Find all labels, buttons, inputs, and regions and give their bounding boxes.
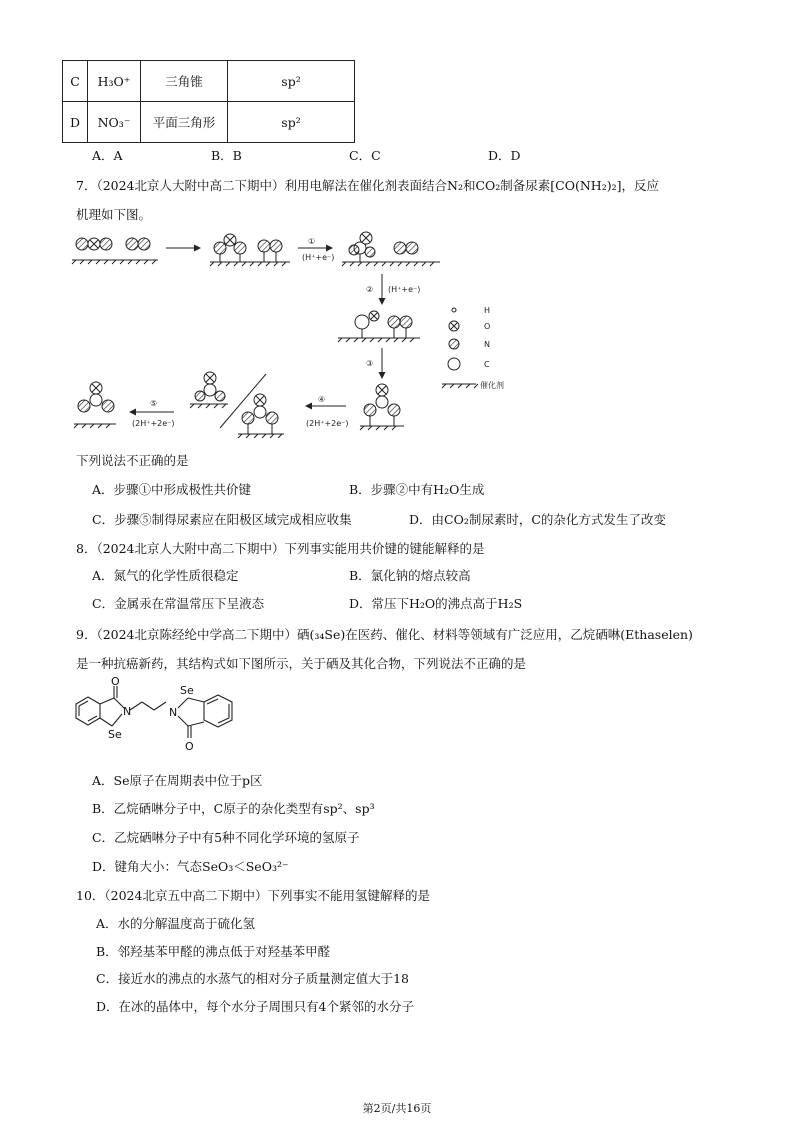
legend-c: C xyxy=(484,360,490,369)
q9-option-d: D．键角大小：气态SeO₃＜SeO₃²⁻ xyxy=(92,859,289,874)
q8-option-c: C．金属汞在常温常压下呈液态 xyxy=(92,596,265,611)
q9-option-c: C．乙烷硒啉分子中有5种不同化学环境的氢原子 xyxy=(92,830,360,845)
atom-n-1: N xyxy=(123,705,132,718)
atom-o-2: O xyxy=(185,740,194,753)
atom-n-2: N xyxy=(169,706,178,719)
table-cell: D xyxy=(63,102,88,143)
step1-condition: (H⁺+e⁻) xyxy=(302,253,335,262)
q6-option-b: B．B xyxy=(211,148,242,163)
q6-option-d: D．D xyxy=(488,148,521,163)
step5-condition: (2H⁺+2e⁻) xyxy=(132,419,175,428)
q10-option-d: D．在冰的晶体中，每个水分子周围只有4个紧邻的水分子 xyxy=(96,999,414,1014)
step1-label: ① xyxy=(308,237,316,246)
step4-label: ④ xyxy=(318,395,326,404)
atom-se-2: Se xyxy=(180,684,194,697)
q7-option-c: C．步骤⑤制得尿素应在阳极区域完成相应收集 xyxy=(92,512,352,527)
table-row xyxy=(63,61,355,102)
q8-option-a: A．氮气的化学性质很稳定 xyxy=(92,568,239,583)
q7-option-d: D．由CO₂制尿素时，C的杂化方式发生了改变 xyxy=(409,512,666,527)
q9-stem-2: 是一种抗癌新药，其结构式如下图所示，关于硒及其化合物，下列说法不正确的是 xyxy=(76,656,527,671)
step2-condition: (H⁺+e⁻) xyxy=(388,285,421,294)
q9-stem: 9．（2024北京陈经纶中学高二下期中）硒(₃₄Se)在医药、催化、材料等领域有广泛应用，乙烷硒啉(Ethaselen) xyxy=(76,627,693,642)
q7-option-b: B．步骤②中有H₂O生成 xyxy=(349,482,485,497)
legend-catalyst: 催化剂 xyxy=(480,381,504,390)
step5-label: ⑤ xyxy=(150,399,158,408)
table-cell: 三角锥 xyxy=(141,61,228,102)
table-cell: sp² xyxy=(228,61,355,102)
table-cell: H₃O⁺ xyxy=(88,61,141,102)
table-cell: C xyxy=(63,61,88,102)
atom-se-1: Se xyxy=(108,728,122,741)
table-cell: 平面三角形 xyxy=(141,102,228,143)
mechanism-diagram xyxy=(70,228,540,440)
legend-h: H xyxy=(484,306,491,315)
q7-option-a: A．步骤①中形成极性共价键 xyxy=(92,482,252,497)
option-table xyxy=(62,60,355,143)
table-row xyxy=(63,102,355,143)
q10-option-a: A．水的分解温度高于硫化氢 xyxy=(96,916,256,931)
ethaselen-structure xyxy=(70,676,250,756)
q10-option-c: C．接近水的沸点的水蒸气的相对分子质量测定值大于18 xyxy=(96,971,409,986)
page-footer: 第2页/共16页 xyxy=(362,1102,432,1115)
table-cell: NO₃⁻ xyxy=(88,102,141,143)
q7-stem-2: 机理如下图。 xyxy=(76,207,152,222)
q8-option-b: B．氯化钠的熔点较高 xyxy=(349,568,471,583)
q6-option-a: A．A xyxy=(92,148,123,163)
q7-ask: 下列说法不正确的是 xyxy=(76,453,189,468)
q10-stem: 10．（2024北京五中高二下期中）下列事实不能用氢键解释的是 xyxy=(76,888,430,903)
q8-stem: 8．（2024北京人大附中高二下期中）下列事实能用共价键的键能解释的是 xyxy=(76,541,485,556)
q9-option-a: A．Se原子在周期表中位于p区 xyxy=(92,773,263,788)
legend-n: N xyxy=(484,340,490,349)
step3-label: ③ xyxy=(366,359,374,368)
q6-option-c: C．C xyxy=(349,148,381,163)
q7-stem: 7．（2024北京人大附中高二下期中）利用电解法在催化剂表面结合N₂和CO₂制备尿素[CO(NH₂)₂]，反应 xyxy=(76,178,659,193)
q8-option-d: D．常压下H₂O的沸点高于H₂S xyxy=(349,596,523,611)
atom-o-1: O xyxy=(111,676,120,688)
step2-label: ② xyxy=(366,285,374,294)
q9-option-b: B．乙烷硒啉分子中，C原子的杂化类型有sp²、sp³ xyxy=(92,801,375,816)
legend-o: O xyxy=(484,322,491,331)
q10-option-b: B．邻羟基苯甲醛的沸点低于对羟基苯甲醛 xyxy=(96,944,331,959)
step4-condition: (2H⁺+2e⁻) xyxy=(306,419,349,428)
table-cell: sp² xyxy=(228,102,355,143)
